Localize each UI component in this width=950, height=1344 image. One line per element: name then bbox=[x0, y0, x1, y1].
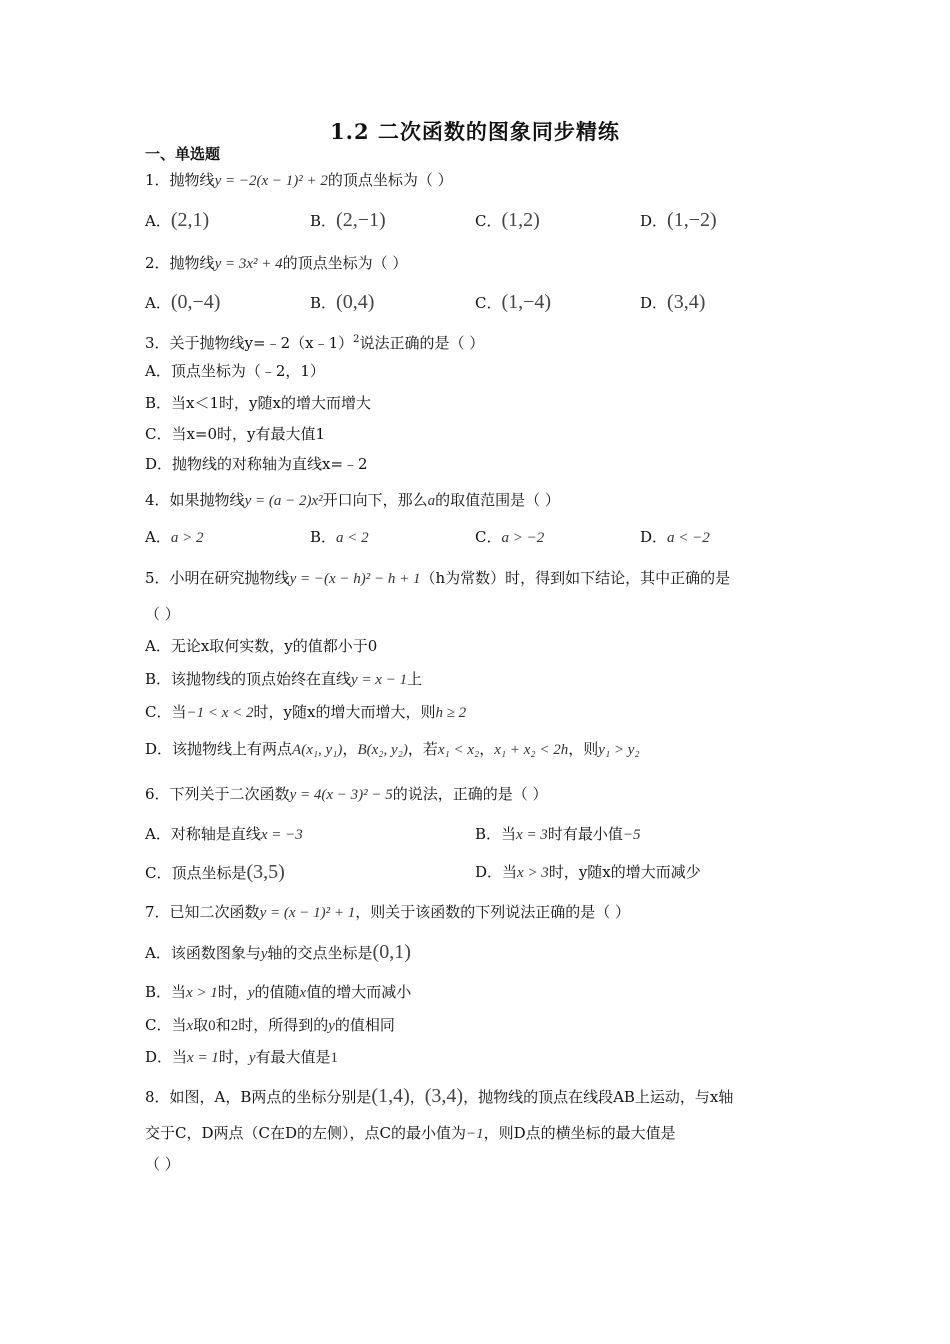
question-6: 6．下列关于二次函数y = 4(x − 3)² − 5的说法，正确的是（ ） bbox=[145, 785, 548, 803]
q4-option-c[interactable]: C．a > −2 bbox=[475, 528, 545, 546]
q1-option-a[interactable]: A．(2,1) bbox=[145, 209, 210, 231]
q1-option-c[interactable]: C．(1,2) bbox=[475, 209, 540, 231]
page-title: 1.2 二次函数的图象同步精练 bbox=[330, 119, 620, 144]
q4-equation: y = (a − 2)x² bbox=[244, 493, 323, 509]
q8-paren: （ ） bbox=[145, 1155, 180, 1173]
q6-option-d[interactable]: D．当x > 3时，y随x的增大而减少 bbox=[475, 863, 701, 881]
q6-option-c[interactable]: C．顶点坐标是(3,5) bbox=[145, 861, 285, 883]
q4-option-a[interactable]: A．a > 2 bbox=[145, 528, 204, 546]
q2-option-a[interactable]: A．(0,−4) bbox=[145, 291, 221, 313]
q4-option-d[interactable]: D．a < −2 bbox=[640, 528, 710, 546]
q5-option-d[interactable]: D．该抛物线上有两点A(x₁, y₁)，B(x₂, y₂)，若x₁ < x₂，x₁ + x₂ < 2h，则y₁ > y₂ bbox=[145, 740, 640, 758]
q7-option-a[interactable]: A．该函数图象与y轴的交点坐标是(0,1) bbox=[145, 941, 411, 963]
q6-option-a[interactable]: A．对称轴是直线x = −3 bbox=[145, 825, 303, 843]
q6-option-b[interactable]: B．当x = 3时有最小值−5 bbox=[475, 825, 641, 843]
q6-equation: y = 4(x − 3)² − 5 bbox=[289, 787, 393, 803]
q1-equation: y = −2(x − 1)² + 2 bbox=[214, 173, 328, 189]
q5-option-b[interactable]: B．该抛物线的顶点始终在直线y = x − 1上 bbox=[145, 670, 423, 688]
q7-equation: y = (x − 1)² + 1 bbox=[259, 905, 356, 921]
section-heading: 一、单选题 bbox=[145, 145, 221, 163]
question-4: 4．如果抛物线y = (a − 2)x²开口向下，那么a的取值范围是（ ） bbox=[145, 491, 560, 509]
question-7: 7．已知二次函数y = (x − 1)² + 1，则关于该函数的下列说法正确的是（ ） bbox=[145, 903, 631, 921]
question-2: 2．抛物线y = 3x² + 4的顶点坐标为（ ） bbox=[145, 254, 408, 272]
q1-option-d[interactable]: D．(1,−2) bbox=[640, 209, 717, 231]
q5-equation: y = −(x − h)² − h + 1 bbox=[289, 571, 421, 587]
q5-paren: （ ） bbox=[145, 605, 180, 623]
q5-option-a[interactable]: A．无论x取何实数，y的值都小于0 bbox=[145, 637, 378, 655]
q7-option-d[interactable]: D．当x = 1时，y有最大值是1 bbox=[145, 1048, 339, 1066]
q2-option-d[interactable]: D．(3,4) bbox=[640, 291, 706, 313]
question-1: 1．抛物线y = −2(x − 1)² + 2的顶点坐标为（ ） bbox=[145, 171, 453, 189]
q4-option-b[interactable]: B．a < 2 bbox=[310, 528, 369, 546]
q3-option-a[interactable]: A．顶点坐标为（﹣2，1） bbox=[145, 362, 325, 380]
q3-option-d[interactable]: D．抛物线的对称轴为直线x=﹣2 bbox=[145, 455, 368, 473]
question-8: 8．如图，A，B两点的坐标分别是(1,4)，(3,4)，抛物线的顶点在线段AB上运动，与x轴 bbox=[145, 1085, 734, 1107]
q3-option-c[interactable]: C．当x=0时，y有最大值1 bbox=[145, 425, 326, 443]
q7-option-b[interactable]: B．当x > 1时，y的值随x值的增大而减小 bbox=[145, 983, 412, 1001]
q2-equation: y = 3x² + 4 bbox=[214, 256, 283, 272]
q8-line-2: 交于C，D两点（C在D的左侧），点C的最小值为−1，则D点的横坐标的最大值是 bbox=[145, 1124, 676, 1142]
question-3: 3．关于抛物线y=﹣2（x﹣1）$^2$说法正确的是（ ） bbox=[145, 334, 485, 352]
q3-option-b[interactable]: B．当x＜1时，y随x的增大而增大 bbox=[145, 394, 371, 412]
q7-option-c[interactable]: C．当x取0和2时，所得到的y的值相同 bbox=[145, 1016, 395, 1034]
q2-option-b[interactable]: B．(0,4) bbox=[310, 291, 375, 313]
q2-option-c[interactable]: C．(1,−4) bbox=[475, 291, 552, 313]
question-5: 5．小明在研究抛物线y = −(x − h)² − h + 1（h为常数）时，得到如下结论，其中正确的是 bbox=[145, 569, 731, 587]
q5-option-c[interactable]: C．当−1 < x < 2时，y随x的增大而增大，则h ≥ 2 bbox=[145, 703, 467, 721]
q1-option-b[interactable]: B．(2,−1) bbox=[310, 209, 386, 231]
